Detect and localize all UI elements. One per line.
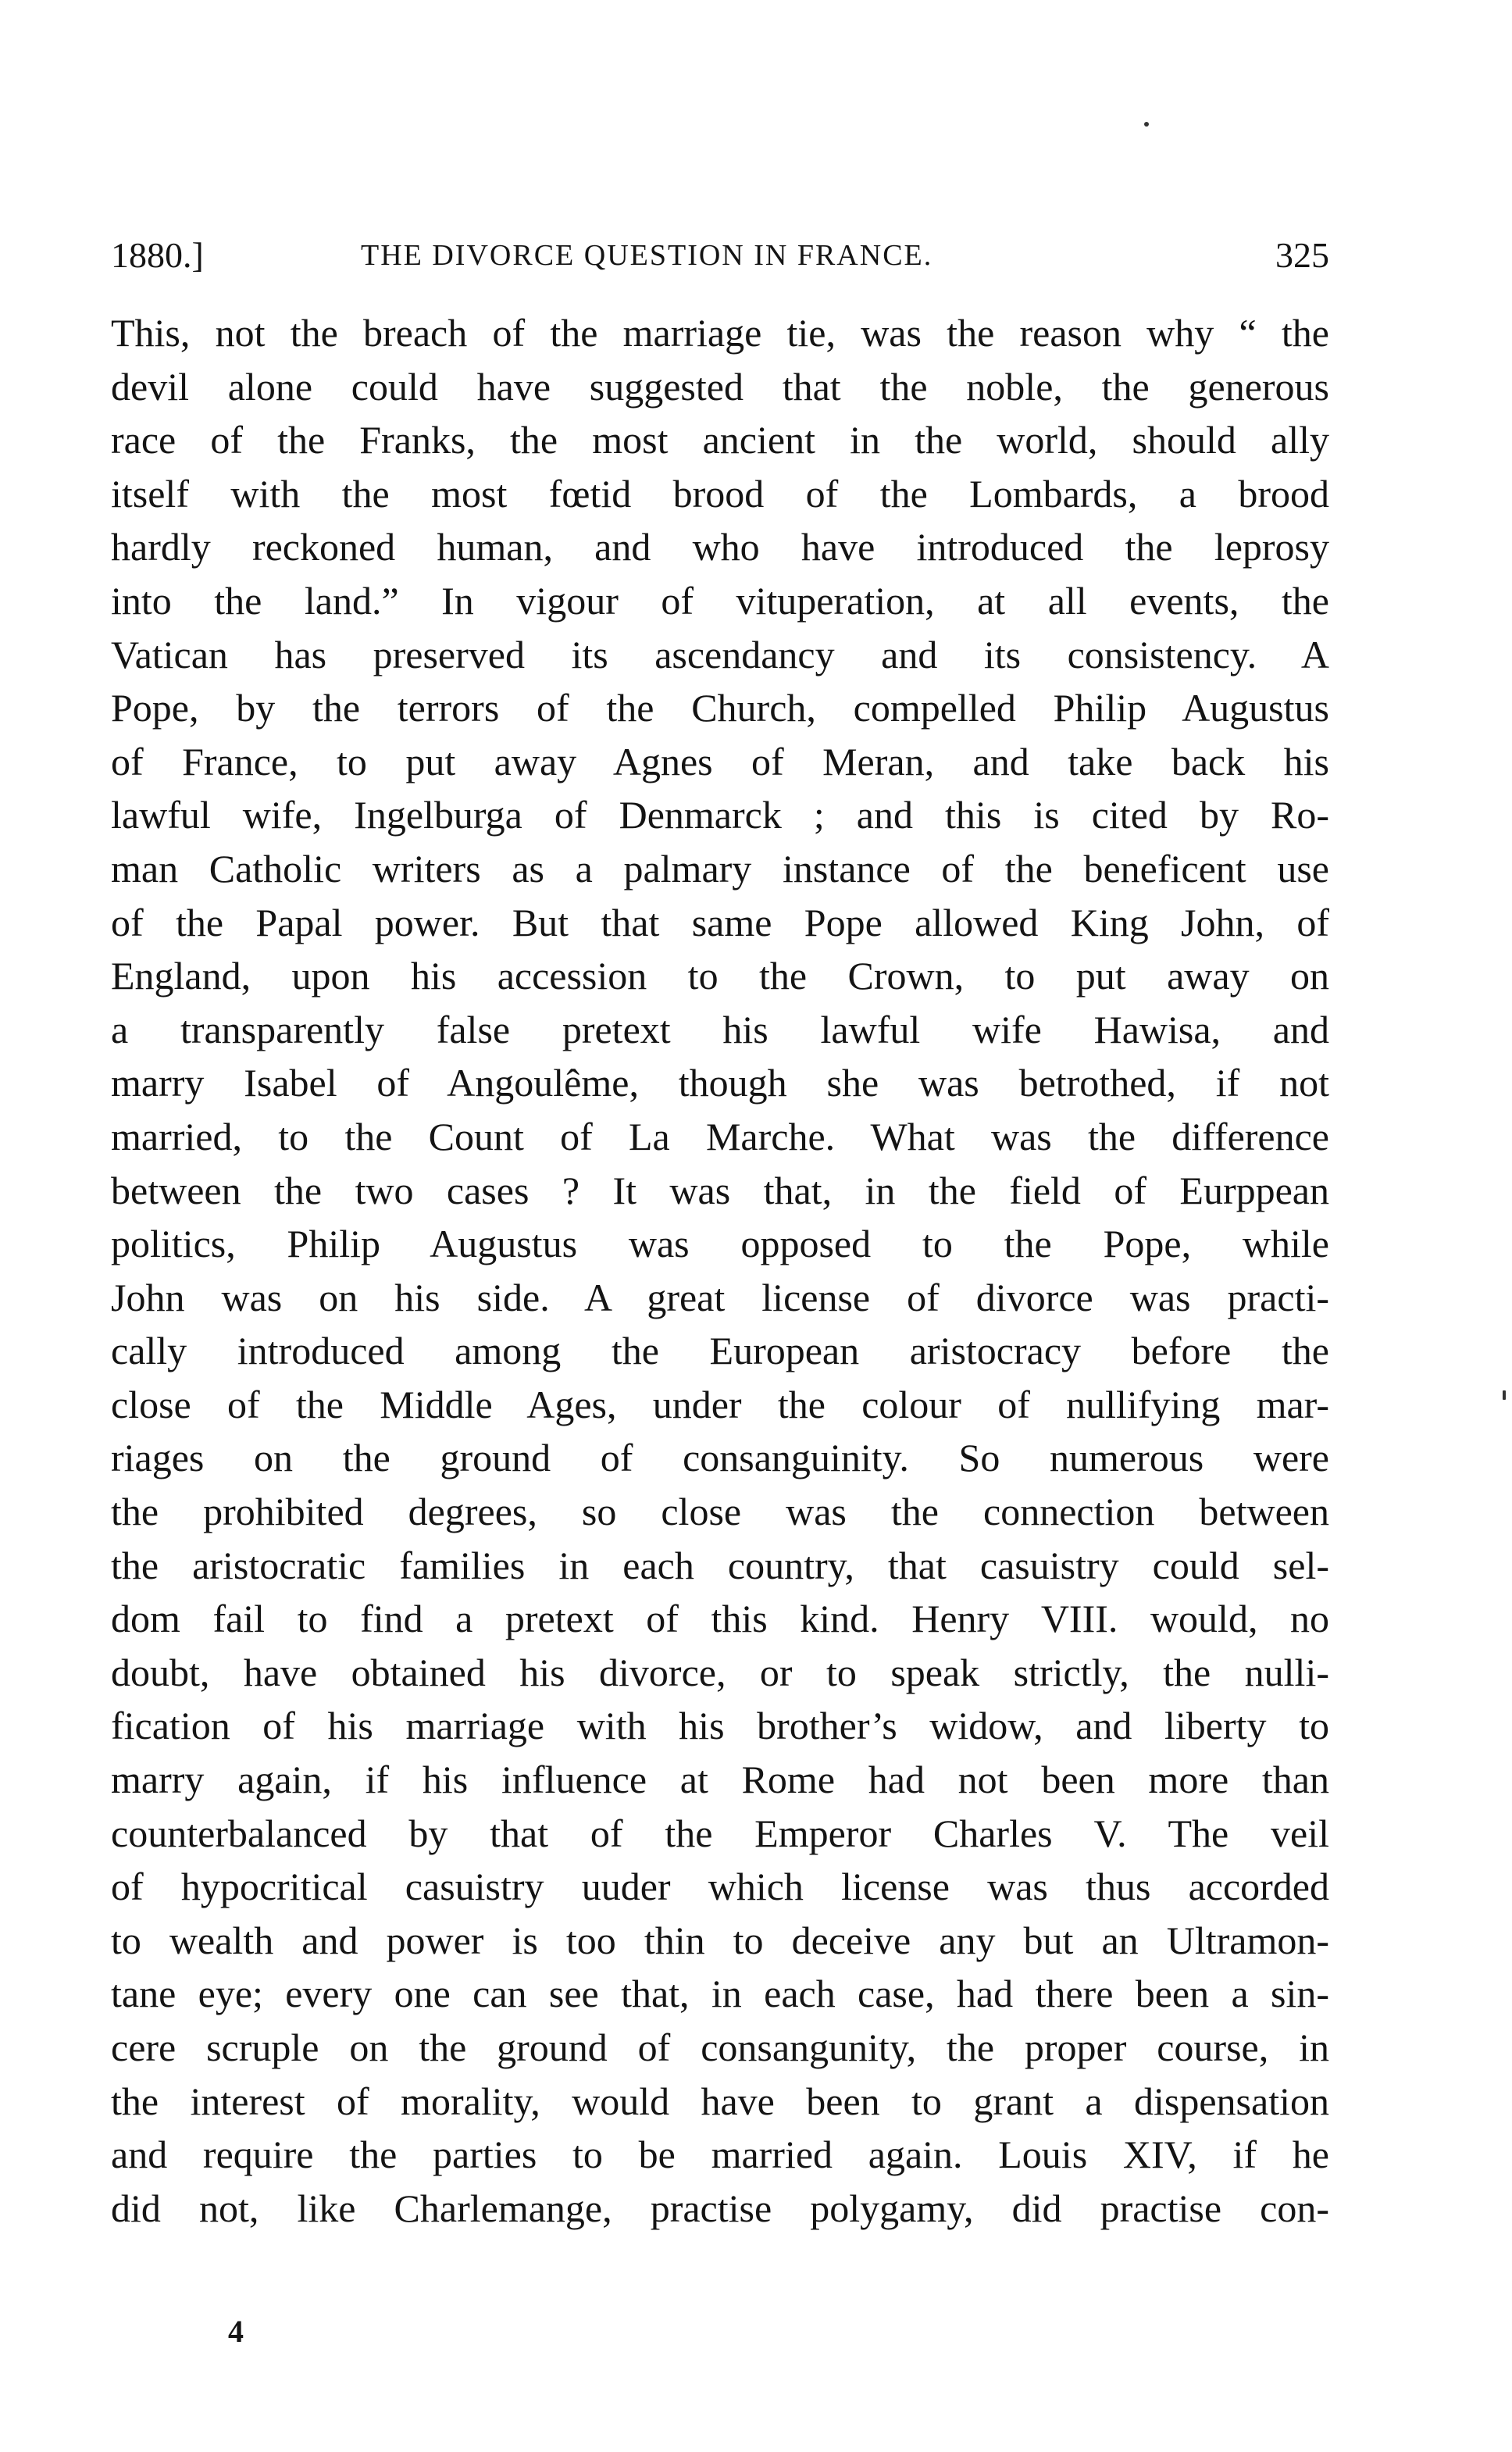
text-line: politics, Philip Augustus was opposed to the Pope, while xyxy=(111,1222,1329,1266)
text-line: Vatican has preserved its ascendancy and its consistency. A xyxy=(111,632,1329,676)
text-line: cally introduced among the European aristocracy before the xyxy=(111,1329,1329,1373)
text-line: Pope, by the terrors of the Church, compelled Philip Augustus xyxy=(111,686,1329,730)
text-line: doubt, have obtained his divorce, or to speak strictly, the nulli- xyxy=(111,1650,1329,1694)
text-line: marry Isabel of Angoulême, though she was betrothed, if not xyxy=(111,1061,1329,1105)
text-line: of France, to put away Agnes of Meran, and take back his xyxy=(111,739,1329,783)
signature-mark: 4 xyxy=(228,2314,244,2349)
text-line: to wealth and power is too thin to deceive any but an Ultramon- xyxy=(111,1918,1329,1962)
text-line: married, to the Count of La Marche. What was the difference xyxy=(111,1114,1329,1158)
text-line: race of the Franks, the most ancient in the world, should ally xyxy=(111,418,1329,462)
text-line: devil alone could have suggested that the noble, the generous xyxy=(111,364,1329,409)
text-line: fication of his marriage with his brother’s widow, and liberty to xyxy=(111,1704,1329,1748)
body-text xyxy=(111,306,1329,2235)
header-year: 1880.] xyxy=(111,235,204,275)
text-line: the aristocratic families in each country, that casuistry could sel- xyxy=(111,1543,1329,1587)
text-line: into the land.” In vigour of vituperation, at all events, the xyxy=(111,578,1329,623)
text-line: counterbalanced by that of the Emperor Charles V. The veil xyxy=(111,1811,1329,1855)
text-line: marry again, if his influence at Rome had not been more than xyxy=(111,1758,1329,1802)
text-line: close of the Middle Ages, under the colour of nullifying mar- xyxy=(111,1382,1329,1426)
print-speck xyxy=(1144,122,1149,127)
text-line: a transparently false pretext his lawful wife Hawisa, and xyxy=(111,1007,1329,1051)
text-line: lawful wife, Ingelburga of Denmarck ; and this is cited by Ro- xyxy=(111,793,1329,837)
text-line: of the Papal power. But that same Pope allowed King John, of xyxy=(111,900,1329,944)
running-title: THE DIVORCE QUESTION IN FRANCE. xyxy=(361,239,933,272)
text-line: dom fail to find a pretext of this kind. Henry VIII. would, no xyxy=(111,1597,1329,1641)
text-line: England, upon his accession to the Crown, to put away on xyxy=(111,954,1329,998)
text-line: the interest of morality, would have been to grant a dispensation xyxy=(111,2079,1329,2123)
text-line: and require the parties to be married again. Louis XIV, if he xyxy=(111,2133,1329,2177)
text-line: between the two cases ? It was that, in the field of Eurppean xyxy=(111,1168,1329,1212)
print-speck xyxy=(1503,1390,1506,1400)
text-line: of hypocritical casuistry uuder which license was thus accorded xyxy=(111,1865,1329,1909)
text-line: riages on the ground of consanguinity. So numerous were xyxy=(111,1436,1329,1480)
running-header xyxy=(111,228,1329,283)
text-line: man Catholic writers as a palmary instance of the beneficent use xyxy=(111,846,1329,891)
text-line: tane eye; every one can see that, in each case, had there been a sin- xyxy=(111,1972,1329,2016)
text-line: cere scruple on the ground of consangunity, the proper course, in xyxy=(111,2025,1329,2069)
text-line: the prohibited degrees, so close was the connection between xyxy=(111,1490,1329,1534)
text-line: hardly reckoned human, and who have introduced the leprosy xyxy=(111,525,1329,569)
text-line: This, not the breach of the marriage tie, was the reason why “ the xyxy=(111,311,1329,355)
text-line: did not, like Charlemange, practise polygamy, did practise con- xyxy=(111,2186,1329,2230)
page-number: 325 xyxy=(1275,235,1329,275)
text-line: John was on his side. A great license of divorce was practi- xyxy=(111,1275,1329,1319)
text-line: itself with the most fœtid brood of the Lombards, a brood xyxy=(111,471,1329,516)
